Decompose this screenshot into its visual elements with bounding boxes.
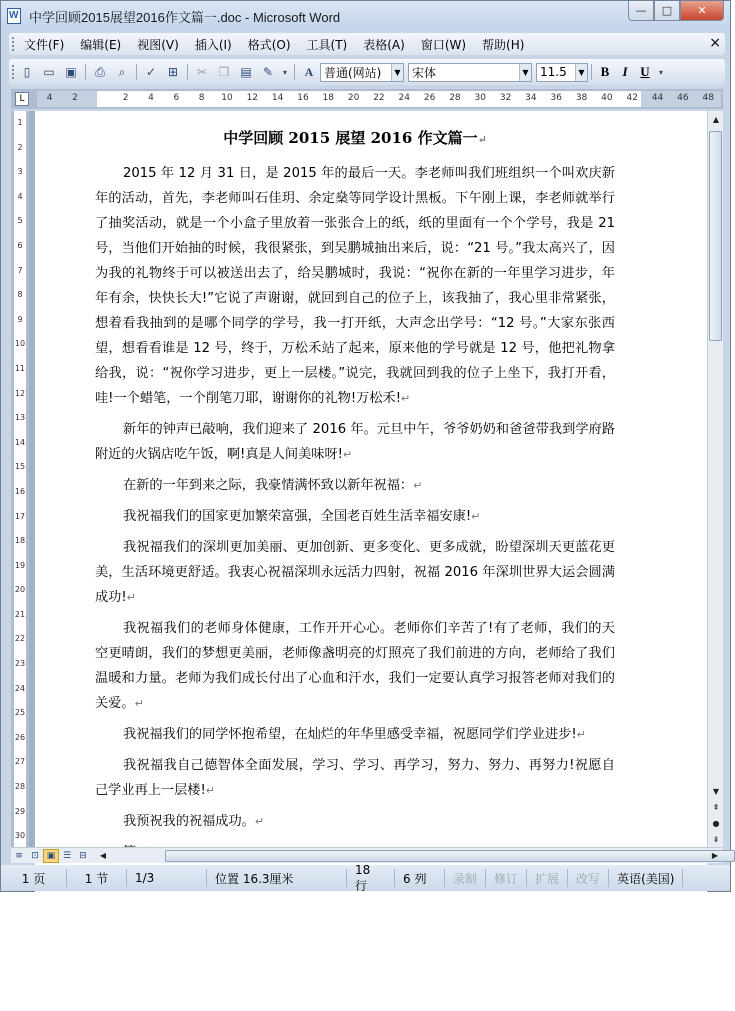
copy-icon[interactable]: ❐ [218,65,230,79]
toolbar-overflow-icon[interactable]: ▾ [282,67,287,77]
horizontal-scroll-thumb[interactable] [165,850,735,862]
ruler-tick-label: 2 [122,93,129,103]
ruler-tick-label: 4 [148,93,154,103]
ruler-tick-label: 34 [525,93,537,103]
ruler-tick-label: 2 [72,93,78,103]
vertical-ruler-tick-label: 27 [14,757,26,767]
vertical-ruler-tick-label: 14 [14,437,26,447]
tab-selector-icon[interactable]: L [15,92,29,106]
style-select-value: 普通(网站) [324,65,382,80]
ruler-tick-label: 12 [246,93,259,103]
save-icon[interactable]: ▣ [65,65,77,79]
vertical-ruler-tick-label: 22 [14,634,26,644]
ruler-tick-label: 20 [347,93,360,103]
next-page-icon[interactable]: ⇟ [712,834,720,844]
ruler-tick-label: 16 [297,93,309,103]
toolbar-overflow-icon[interactable]: ▾ [658,67,663,77]
ruler-tick-label: 10 [221,93,233,103]
menu-insert[interactable]: 插入(I) [194,37,232,52]
vertical-ruler-tick-label: 26 [14,732,26,742]
styles-pane-icon[interactable]: A [304,64,314,79]
reading-layout-view-icon[interactable]: ⊟ [79,850,87,861]
spelling-icon[interactable]: ✓ [145,65,157,79]
ruler-ticks [37,93,721,105]
ruler-tick-label: 42 [626,93,638,103]
ruler-tick-label: 4 [46,93,53,103]
minimize-button[interactable]: — [628,1,654,21]
ruler-tick-label: 26 [423,93,436,103]
toolbar [9,59,725,85]
menu-window[interactable]: 窗口(W) [420,37,467,52]
paragraph-text: 我祝福我们的深圳更加美丽、更加创新、更多变化、更多成就，盼望深圳天更蓝花更美，生活环境更舒适。我衷心祝福深圳永远活力四射，祝福 2016 年深圳世界大运会圆满成功! [95,540,615,605]
print-icon[interactable]: ⎙ [95,64,105,79]
format-painter-icon[interactable]: ✎ [262,65,274,79]
document-paragraph[interactable] [95,616,615,716]
menu-table[interactable]: 表格(A) [363,37,405,52]
chevron-down-icon[interactable]: ▼ [519,64,531,81]
vertical-ruler-tick-label: 21 [14,609,26,619]
close-document-button[interactable]: × [709,35,721,51]
maximize-button[interactable]: □ [654,1,680,21]
window-title: 中学回顾2015展望2016作文篇一.doc - Microsoft Word [29,9,341,25]
print-preview-icon[interactable]: ⌕ [118,64,126,79]
scroll-left-icon[interactable]: ◀ [99,851,107,860]
status-rec[interactable]: 录制 [445,869,486,887]
menu-bar [9,33,725,55]
paragraph-mark: ↵ [126,591,136,604]
font-size-value: 11.5 [540,65,567,79]
toolbar-divider [85,64,86,80]
horizontal-ruler [11,89,723,109]
vertical-ruler-tick-label: 10 [14,339,26,349]
document-paragraph[interactable] [95,722,615,747]
menu-edit[interactable]: 编辑(E) [80,37,122,52]
vertical-ruler-tick-label: 13 [14,413,26,423]
vertical-ruler-tick-label: 5 [17,216,23,226]
document-paragraph[interactable] [95,161,615,411]
document-title-text: 中学回顾 2015 展望 2016 作文篇一 [223,129,478,147]
vertical-ruler-tick-label: 17 [14,511,26,521]
toolbar-divider [187,64,188,80]
document-paragraph[interactable] [95,535,615,610]
vertical-ruler-tick-label: 11 [14,363,26,373]
ruler-tick-label: 30 [474,93,486,103]
status-language[interactable]: 英语(美国) [609,869,683,887]
status-column[interactable]: 6 列 [395,869,445,887]
vertical-ruler-tick-label: 9 [17,314,23,324]
font-select[interactable] [408,63,532,82]
paragraph-text: 在新的一年到来之际，我豪情满怀致以新年祝福： [123,478,414,493]
previous-page-icon[interactable]: ⇞ [712,802,720,812]
paragraph-text: 我祝福我们的同学怀抱希望，在灿烂的年华里感受幸福，祝愿同学们学业进步! [123,727,577,742]
ruler-tick-label: 14 [271,93,284,103]
vertical-ruler-tick-label: 4 [17,191,23,201]
toolbar-divider [294,64,295,80]
scroll-up-icon[interactable]: ▲ [712,114,720,124]
vertical-ruler-tick-label: 3 [17,167,23,177]
horizontal-scrollbar[interactable] [95,849,723,863]
toolbar-divider [136,64,137,80]
paragraph-mark: ↵ [477,133,487,146]
paragraph-mark: ↵ [205,784,216,797]
vertical-ruler-tick-label: 19 [14,560,26,570]
title-bar[interactable] [1,1,730,31]
vertical-scrollbar[interactable] [707,111,723,847]
chevron-down-icon[interactable]: ▼ [575,64,587,81]
status-bar [1,862,730,893]
paragraph-mark: ↵ [400,392,411,405]
style-select[interactable] [320,63,404,82]
vertical-ruler-tick-label: 20 [14,585,26,595]
window-controls [628,1,724,21]
status-page[interactable]: 1 页 [1,869,67,887]
paragraph-mark: ↵ [576,728,586,741]
toolbar-divider [591,64,592,80]
underline-button[interactable]: U [640,64,650,79]
paragraph-mark: ↵ [413,479,423,492]
ruler-tick-label: 46 [677,93,689,103]
ruler-tick-label: 44 [651,93,664,103]
ruler-tick-label [88,93,113,105]
new-icon[interactable]: ▯ [23,65,31,79]
bold-button[interactable]: B [600,64,610,79]
document-paragraph[interactable] [95,473,615,498]
vertical-ruler-tick-label: 7 [17,265,23,275]
vertical-ruler-tick-label: 6 [17,240,23,250]
research-icon[interactable]: ⊞ [167,65,179,79]
menu-format[interactable]: 格式(O) [247,37,291,52]
paragraph-text: 我祝福我们的国家更加繁荣富强，全国老百姓生活幸福安康! [123,509,472,524]
vertical-ruler-tick-label: 24 [14,683,26,693]
menu-file[interactable]: 文件(F) [24,37,65,52]
ruler-scale[interactable] [37,91,721,107]
browse-controls [708,783,724,847]
status-ovr[interactable]: 改写 [568,869,609,887]
menu-help[interactable]: 帮助(H) [482,37,525,52]
status-line[interactable]: 18 行 [347,869,395,887]
vertical-ruler-tick-label: 1 [17,118,23,127]
vertical-ruler-tick-label: 8 [17,290,23,300]
status-trk[interactable]: 修订 [486,869,527,887]
document-body[interactable] [95,125,615,871]
italic-button[interactable]: I [622,64,628,79]
web-layout-view-icon[interactable]: ⊡ [31,850,39,861]
vertical-ruler-tick-label: 23 [14,659,26,669]
ruler-tick-label: 32 [499,93,512,103]
paragraph-mark: ↵ [254,815,265,828]
document-paragraph[interactable] [95,504,615,529]
normal-view-icon[interactable]: ≡ [15,850,23,861]
document-title [95,125,615,153]
ruler-tick-label: 40 [601,93,613,103]
select-browse-object-icon[interactable]: ● [712,818,720,828]
ruler-tick-label: 38 [575,93,588,103]
vertical-ruler-tick-label: 25 [14,708,26,718]
horizontal-scroll-row [11,847,723,863]
status-ext[interactable]: 扩展 [527,869,568,887]
paragraph-mark: ↵ [471,510,481,523]
outline-view-icon[interactable]: ☰ [62,850,72,861]
ruler-tick-label: 8 [198,93,205,103]
chevron-down-icon[interactable]: ▼ [391,64,403,81]
vertical-ruler-tick-label: 16 [14,486,26,496]
paragraph-text: 我预祝我的祝福成功。 [123,814,255,829]
open-icon[interactable]: ▭ [43,65,55,79]
font-size-select[interactable] [536,63,588,82]
document-paragraph[interactable] [95,753,615,803]
ruler-tick-label: 36 [550,93,562,103]
paragraph-text: 我祝福我们的老师身体健康，工作开开心心。老师你们辛苦了!有了老师，我们的天空更晴朗，我们的梦想更美丽，老师像盏明亮的灯照亮了我们前进的方向，老师给了我们温暖和力量。老师为我们成长付出了心血和汗水，我们一定要认真学习报答老师对我们的关爱。 [95,621,615,711]
paragraph-text: 新年的钟声已敲响，我们迎来了 2016 年。元旦中午，爷爷奶奶和爸爸带我到学府路附近的火锅店吃午饭，啊!真是人间美味呀! [95,422,615,462]
toolbar-grip-icon[interactable] [12,65,16,79]
vertical-scroll-thumb[interactable] [709,131,722,341]
vertical-ruler-tick-label: 29 [14,806,26,816]
vertical-ruler-tick-label: 15 [14,462,26,472]
scroll-down-icon[interactable]: ▼ [712,786,720,796]
document-area [29,111,707,847]
word-app-icon[interactable] [7,8,21,24]
scroll-right-icon[interactable]: ▶ [711,851,719,860]
document-paragraph[interactable] [95,809,615,834]
paragraph-mark: ↵ [342,448,353,461]
ruler-tick-label: 28 [449,93,461,103]
vertical-ruler-tick-label: 30 [14,831,26,841]
status-section[interactable]: 1 节 [67,869,127,887]
cut-icon[interactable]: ✂ [196,65,208,79]
paste-icon[interactable]: ▤ [240,65,252,79]
vertical-ruler [11,111,29,847]
vertical-ruler-tick-label: 18 [14,536,26,546]
vertical-ruler-tick-label: 12 [14,388,26,398]
document-paragraph[interactable] [95,417,615,467]
vertical-ruler-tick-label: 2 [17,142,23,152]
ruler-tick-label: 24 [398,93,410,103]
vertical-ruler-tick-label: 28 [14,782,26,792]
status-page-of[interactable]: 1/3 [127,869,207,887]
paragraph-mark: ↵ [134,697,144,710]
font-select-value: 宋体 [412,65,437,80]
paragraph-text: 2015 年 12 月 31 日，是 2015 年的最后一天。李老师叫我们班组织一个叫欢庆新年的活动，首先，李老师叫石佳玥、余定燊等同学设计黑板。下午刚上课，李老师就举行了抽奖活动，就是一个小盒子里放着一张张合上的纸，纸的里面有一个个学号，我是 21 号，当他们开始抽的时候，我很紧张，到吴鹏城抽出来后，说：“21 号。”我太高兴了，因为我的礼物终于可以被送出去了，给吴鹏城时，我说：“祝你在新的一年里学习进步，年年有余，快快长大!”它说了声谢谢，就回到自己的位子上，该我抽了，我心里非常紧张，想着看我抽到的是哪个同学的学号，我一打开纸，大声念出学号：“12 号。”大家东张西望，想看看谁是 12 号，终于，万松禾站了起来，原来他的学号就是 12 号，他把礼物拿给我，说：“祝你学习进步，更上一层楼。”说完，我就回到我的位子上坐下，我打开看，哇!一个蜡笔，一个削笔刀耶，谢谢你的礼物!万松禾! [95,166,615,406]
paragraph-text: 我祝福我自己德智体全面发展，学习、学习、再学习，努力、努力、再努力!祝愿自己学业再上一层楼! [95,758,615,798]
vertical-ruler-ticks[interactable] [14,111,26,847]
ruler-tick-label: 48 [702,93,714,103]
status-position[interactable]: 位置 16.3厘米 [207,869,347,887]
ruler-tick-label: 6 [173,93,180,103]
menu-view[interactable]: 视图(V) [137,37,179,52]
menu-tools[interactable]: 工具(T) [306,37,348,52]
ruler-tick-label: 18 [322,93,334,103]
close-button[interactable]: ✕ [680,1,724,21]
print-layout-view-icon[interactable]: ▣ [43,849,59,863]
ruler-tick-label: 22 [373,93,385,103]
